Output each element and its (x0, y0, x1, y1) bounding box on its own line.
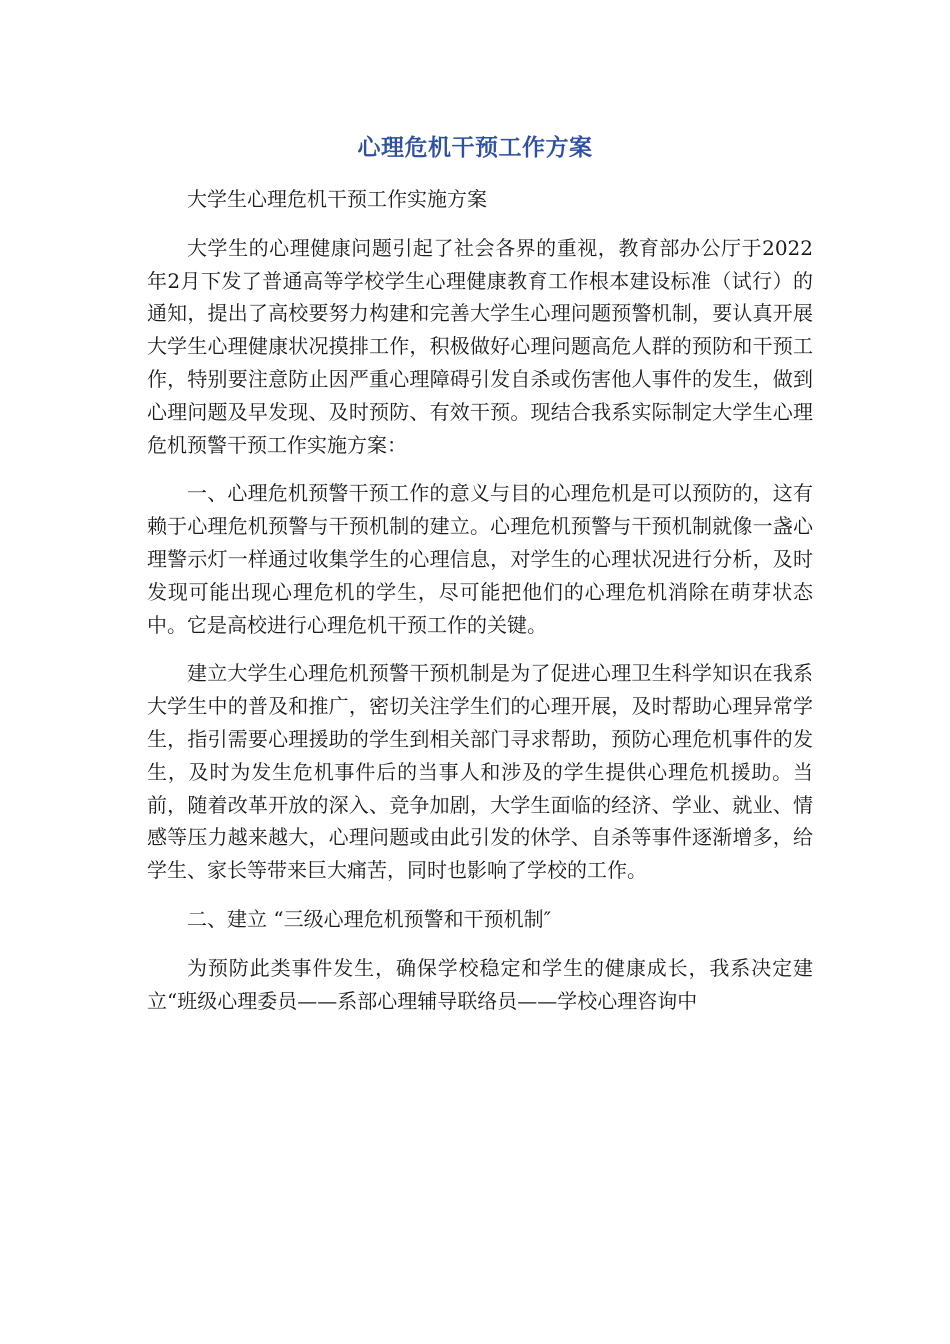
document-title: 心理危机干预工作方案 (357, 135, 593, 161)
paragraph-section-1: 一、心理危机预警干预工作的意义与目的心理危机是可以预防的，这有赖于心理危机预警与干预机制的建立。心理危机预警与干预机制就像一盏心理警示灯一样通过收集学生的心理信息，对学生的心理状况进行分析，及时发现可能出现心理危机的学生，尽可能把他们的心理危机消除在萌芽状态中。它是高校进行心理危机干预工作的关键。 (147, 481, 813, 637)
paragraph-purpose: 建立大学生心理危机预警干预机制是为了促进心理卫生科学知识在我系大学生中的普及和推广，密切关注学生们的心理开展，及时帮助心理异常学生，指引需要心理援助的学生到相关部门寻求帮助，预防心理危机事件的发生，及时为发生危机事件后的当事人和涉及的学生提供心理危机援助。当前，随着改革开放的深入、竞争加剧，大学生面临的经济、学业、就业、情感等压力越来越大，心理问题或由此引发的休学、自杀等事件逐渐增多，给学生、家长等带来巨大痛苦，同时也影响了学校的工作。 (147, 661, 813, 883)
document-subtitle: 大学生心理危机干预工作实施方案 (187, 187, 487, 211)
paragraph-mechanism: 为预防此类事件发生，确保学校稳定和学生的健康成长，我系决定建立“班级心理委员——系部心理辅导联络员——学校心理咨询中 (147, 955, 813, 1013)
paragraph-intro: 大学生的心理健康问题引起了社会各界的重视，教育部办公厅于2022年2月下发了普通高等学校学生心理健康教育工作根本建设标准（试行）的通知，提出了高校要努力构建和完善大学生心理问题预警机制，要认真开展大学生心理健康状况摸排工作，积极做好心理问题高危人群的预防和干预工作，特别要注意防止因严重心理障碍引发自杀或伤害他人事件的发生，做到心理问题及早发现、及时预防、有效干预。现结合我系实际制定大学生心理危机预警干预工作实施方案： (147, 235, 813, 457)
document-body (147, 183, 813, 1033)
section-heading-2: 二、建立 “三级心理危机预警和干预机制″ (187, 906, 552, 931)
